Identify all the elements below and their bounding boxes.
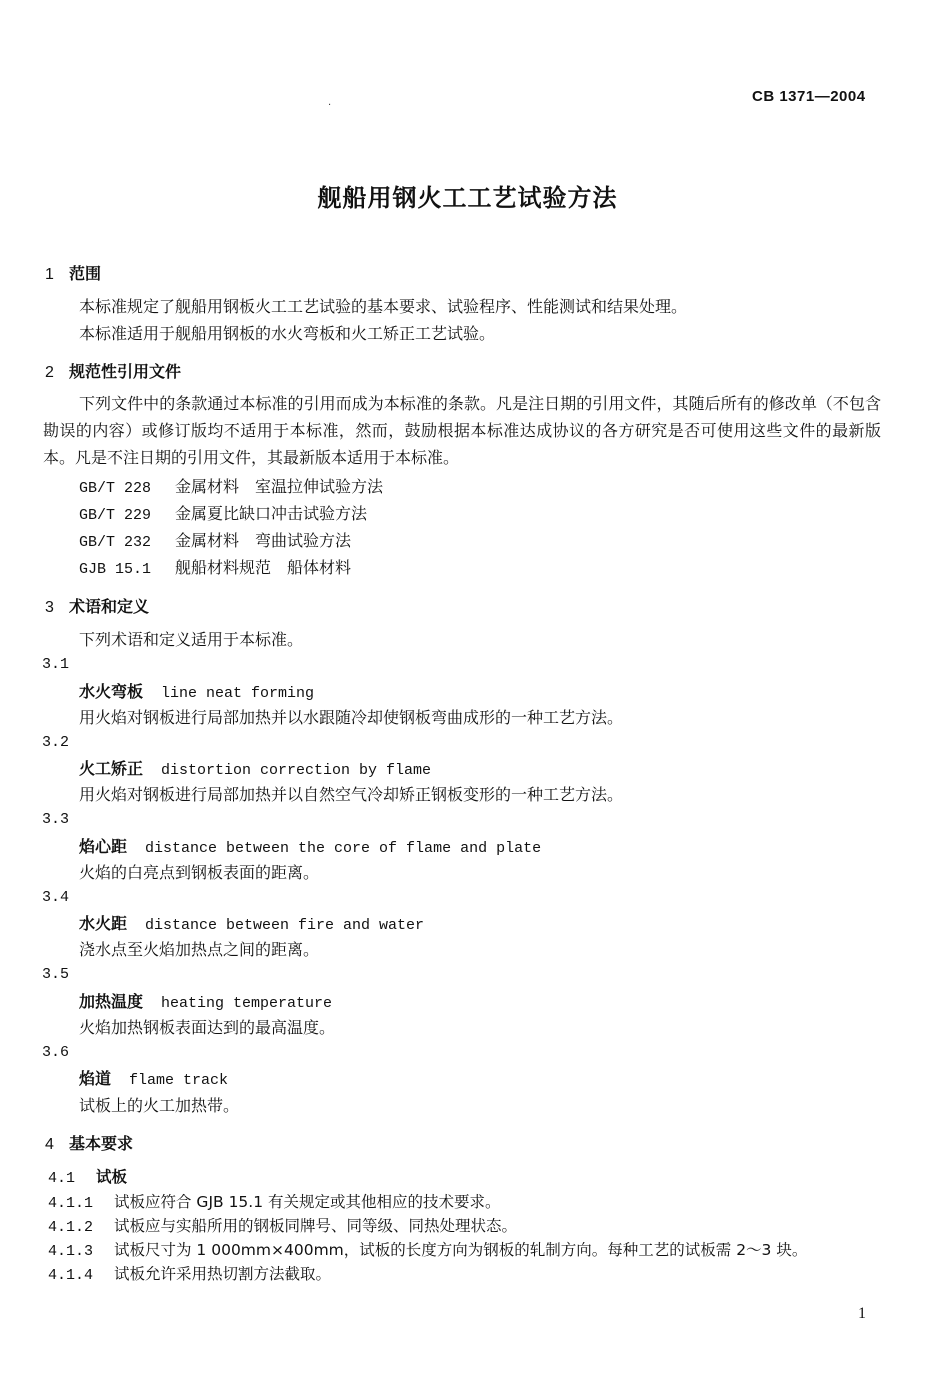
section-2-heading (45, 359, 181, 382)
subsection-heading (48, 1165, 127, 1187)
term-zh: 焰道 (79, 1069, 112, 1088)
paragraph: 本标准适用于舰船用钢板的水火弯板和火工矫正工艺试验。 (79, 324, 496, 343)
section-1-heading (45, 261, 101, 284)
reference-item (79, 474, 383, 497)
clause (48, 1190, 501, 1212)
clause-number: 4.1.4 (48, 1267, 94, 1284)
subsection-title: 试板 (96, 1168, 128, 1186)
section-title: 规范性引用文件 (69, 362, 182, 381)
term-en: distance between fire and water (145, 917, 425, 934)
page-number: 1 (858, 1305, 866, 1322)
term-definition: 火焰加热钢板表面达到的最高温度。 (79, 1018, 336, 1037)
reference-code: GB/T 229 (79, 507, 152, 524)
term-zh: 水火距 (79, 914, 128, 933)
section-title: 基本要求 (69, 1134, 134, 1153)
term-number: 3.1 (42, 656, 70, 673)
reference-code: GJB 15.1 (79, 561, 152, 578)
section-number: 2 (45, 364, 54, 381)
reference-title: 金属材料 室温拉伸试验方法 (175, 477, 384, 496)
section-number: 3 (45, 599, 54, 616)
clause-text: 试板应与实船所用的钢板同牌号、同等级、同热处理状态。 (114, 1217, 518, 1235)
term-zh: 水火弯板 (79, 682, 144, 701)
reference-title: 舰船材料规范 船体材料 (175, 558, 352, 577)
standard-code: CB 1371—2004 (752, 88, 866, 105)
section-4-heading (45, 1131, 133, 1154)
term-zh: 火工矫正 (79, 759, 144, 778)
term-heading (79, 756, 431, 779)
clause-number: 4.1.2 (48, 1219, 94, 1236)
normative-references-intro: 下列文件中的条款通过本标准的引用而成为本标准的条款。凡是注日期的引用文件，其随后所有的修改单（不包含勘误的内容）或修订版均不适用于本标准，然而，鼓励根据本标准达成协议的各方研究是否可使用这些文件的最新版本。凡是不注日期的引用文件，其最新版本适用于本标准。 (43, 394, 881, 467)
section-number: 4 (45, 1136, 54, 1153)
reference-title: 金属材料 弯曲试验方法 (175, 531, 352, 550)
clause (48, 1214, 517, 1236)
clause-text: 试板允许采用热切割方法截取。 (114, 1265, 332, 1283)
reference-code: GB/T 232 (79, 534, 152, 551)
reference-item (79, 501, 367, 524)
document-title: 舰船用钢火工工艺试验方法 (317, 184, 618, 212)
term-en: flame track (129, 1072, 229, 1089)
term-en: heating temperature (161, 995, 333, 1012)
reference-code: GB/T 228 (79, 480, 152, 497)
term-definition: 用火焰对钢板进行局部加热并以自然空气冷却矫正钢板变形的一种工艺方法。 (79, 785, 624, 804)
reference-item (79, 528, 351, 551)
subsection-number: 4.1 (48, 1170, 76, 1187)
term-heading (79, 911, 424, 934)
clause (48, 1262, 331, 1284)
term-heading (79, 1066, 228, 1089)
term-definition: 用火焰对钢板进行局部加热并以水跟随冷却使钢板弯曲成形的一种工艺方法。 (79, 708, 624, 727)
reference-item (79, 555, 351, 578)
term-number: 3.4 (42, 889, 70, 906)
term-heading (79, 989, 332, 1012)
term-definition: 试板上的火工加热带。 (79, 1096, 240, 1115)
term-number: 3.5 (42, 966, 70, 983)
clause (48, 1238, 807, 1260)
term-heading (79, 679, 314, 702)
reference-title: 金属夏比缺口冲击试验方法 (175, 504, 368, 523)
clause-number: 4.1.1 (48, 1195, 94, 1212)
section-3-heading (45, 594, 149, 617)
section-number: 1 (45, 266, 54, 283)
section-title: 术语和定义 (69, 597, 150, 616)
paragraph: 本标准规定了舰船用钢板火工工艺试验的基本要求、试验程序、性能测试和结果处理。 (79, 297, 688, 316)
term-en: line neat forming (161, 685, 315, 702)
paragraph: 下列术语和定义适用于本标准。 (79, 630, 304, 649)
term-number: 3.2 (42, 734, 70, 751)
clause-number: 4.1.3 (48, 1243, 94, 1260)
term-en: distance between the core of flame and plate (145, 840, 542, 857)
term-en: distortion correction by flame (161, 762, 432, 779)
term-definition: 火焰的白亮点到钢板表面的距离。 (79, 863, 320, 882)
term-zh: 加热温度 (79, 992, 144, 1011)
term-heading (79, 834, 541, 857)
clause-text: 试板应符合 GJB 15.1 有关规定或其他相应的技术要求。 (114, 1193, 501, 1211)
term-definition: 浇水点至火焰加热点之间的距离。 (79, 940, 320, 959)
term-number: 3.6 (42, 1044, 70, 1061)
term-number: 3.3 (42, 811, 70, 828)
section-title: 范围 (69, 264, 102, 283)
clause-text: 试板尺寸为 1 000mm×400mm，试板的长度方向为钢板的轧制方向。每种工艺的试板需 2～3 块。 (114, 1241, 808, 1259)
term-zh: 焰心距 (79, 837, 128, 856)
scan-speck: · (328, 100, 332, 111)
